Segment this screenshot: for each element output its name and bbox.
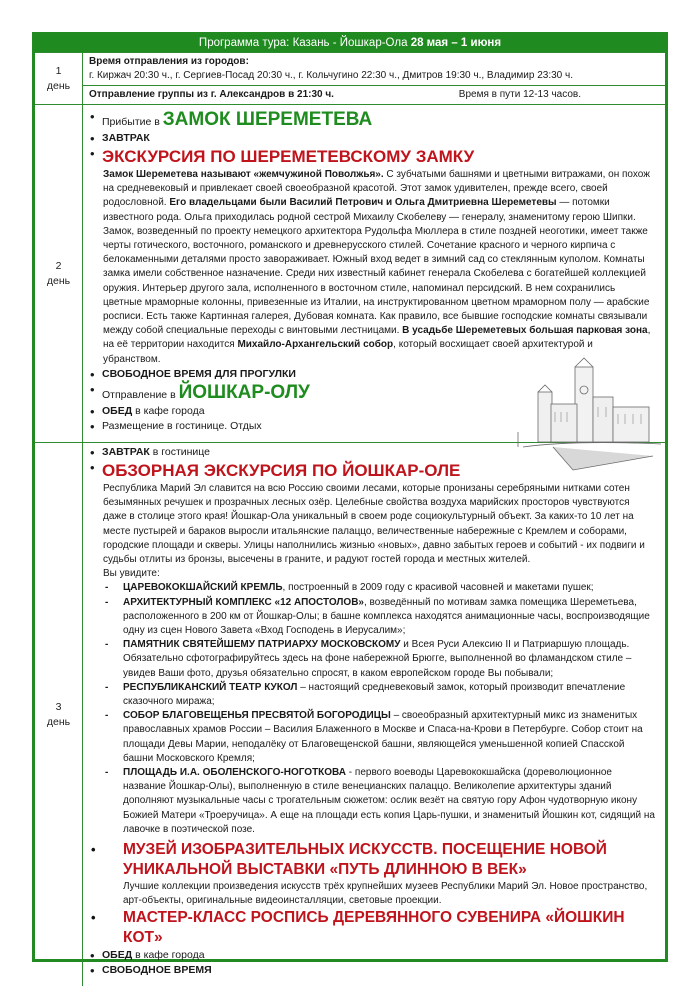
lunch-text: в кафе города	[132, 949, 205, 962]
museum-title: • МУЗЕЙ ИЗОБРАЗИТЕЛЬНЫХ ИСКУССТВ. ПОСЕЩЕНИЕ НОВОЙ УНИКАЛЬНОЙ ВЫСТАВКИ «ПУТЬ ДЛИННОЮ В ВЕК»	[83, 840, 665, 880]
departure-cities: г. Киржач 20:30 ч., г. Сергиев-Посад 20:30 ч., г. Кольчугино 22:30 ч., Дмитров 19:30 ч., Владимир 23:30 ч.	[89, 70, 573, 81]
excursion-item	[83, 460, 665, 482]
desc-text: , который восхищает своей архитектурой и убранством.	[103, 339, 593, 365]
sight-name: СОБОР БЛАГОВЕЩЕНЬЯ ПРЕСВЯТОЙ БОГОРОДИЦЫ	[123, 710, 391, 722]
masterclass-title: • МАСТЕР-КЛАСС РОСПИСЬ ДЕРЕВЯННОГО СУВЕНИРА «ЙОШКИН КОТ»	[83, 908, 665, 948]
hotel-text: Размещение в гостинице. Отдых	[102, 419, 262, 432]
departure-place: ЙОШКАР-ОЛУ	[178, 381, 310, 403]
sight-text: и Всея Руси Алексию II и Патриаршую площадь. Обязательно сфотографируйтесь здесь на фоне набережной Брюгге, выполненной во фламандском стиле – увидев Ваши фото, друзья обязательно спросят, в каком европейском городе Вы побывали;	[123, 639, 632, 679]
sight-name: АРХИТЕКТУРНЫЙ КОМПЛЕКС «12 АПОСТОЛОВ»	[123, 596, 364, 608]
desc-text: С зубчатыми башнями и цветными витражами, он похож на средневековый и привлекает своей своеобразной красотой. Этот замок удивителен, прежде всего, своей родословной.	[103, 169, 650, 209]
group-departure: Отправление группы из г. Александров в 21:30 ч.	[89, 89, 334, 100]
day-3-content	[83, 443, 665, 986]
free-time-label: СВОБОДНОЕ ВРЕМЯ	[102, 964, 212, 977]
sight-item	[83, 581, 665, 595]
arrival-item	[83, 109, 665, 131]
sight-text: , возведённый по мотивам замка помещика Шереметьева, расположенного в 200 км от Йошкар-Олы; в башне комплекса находятся анимационные часы, воспроизводящие одну из сцен Нового Завета «Вход Господень в Иерусалим»;	[123, 596, 650, 637]
departure-prefix: Отправление в	[102, 388, 179, 401]
day-number: 2	[55, 259, 62, 272]
lunch-item	[83, 948, 665, 963]
title-prefix: Программа тура: Казань - Йошкар-Ола	[198, 37, 411, 49]
day-number: 3	[55, 700, 62, 713]
sight-text: – настоящий средневековый замок, который производит впечатление сказочного миража;	[123, 681, 626, 708]
sight-name: ПЛОЩАДЬ И.А. ОБОЛЕНСКОГО-НОГОТКОВА	[123, 767, 347, 779]
lunch-label: ОБЕД	[102, 949, 133, 962]
title-dates: 28 мая – 1 июня	[410, 37, 502, 49]
free-time-label: СВОБОДНОЕ ВРЕМЯ ДЛЯ ПРОГУЛКИ	[102, 367, 296, 380]
museum-description: Лучшие коллекции произведения искусств трёх крупнейших музеев Республики Марий Эл. Новое пространство, арт-объекты, оригинальные видеоинсталляции, световые проекции.	[123, 881, 648, 907]
sight-text: , построенный в 2009 году с красивой часовней и макетами пушек;	[282, 582, 594, 594]
arrival-place: ЗАМОК ШЕРЕМЕТЕВА	[162, 109, 373, 130]
sight-text: - первого воеводы Царевококшайска (дореволюционное название Йошкар-Олы), выполненную в стиле венецианских палаццо. Великолепие архитектуры зданий дополняют музыкальные часы с трогательным сюжетом: ослик везёт на святую гору Афон чудотворную икону Божией Матери «Троеручица». А еще на площади есть копия Царь-пушки, и знаменитый Йошкин кот, сидящий на лавочке в поэтической позе.	[123, 767, 655, 835]
desc-bold: Михайло-Архангельский собор	[237, 339, 394, 351]
day-2-content	[83, 105, 665, 442]
day-1-label	[35, 53, 83, 104]
day-1-content	[83, 53, 665, 104]
city-intro: Республика Марий Эл славится на всю Россию своими лесами, которые пронизаны серебряными нитками сотен безымянных речушек и прозрачных лесных озёр. Целебные свойства воздуха марийских просторов чувствуются даже в столице этого края! Йошкар-Ола уникальный в своем роде социокультурный объект. За каких-то 10 лет на месте пустырей и бараков выросли итальянские палаццо, величественные набережные с Кремлем и соборами, городские площади и скверы. Улицы наполнились жизнью «новых», давно забытых героев и событий - их подвиги и судьбы отлиты из бронзы, высечены в граните, и радуют гостей города и местных жителей.	[103, 483, 645, 566]
group-departure-line	[83, 85, 665, 104]
breakfast-text: в гостинице	[149, 446, 211, 458]
sight-item	[83, 596, 665, 639]
sight-item	[83, 709, 665, 766]
day-number: 1	[55, 64, 62, 77]
excursion-item	[83, 146, 665, 168]
sight-name: ПАМЯТНИК СВЯТЕЙШЕМУ ПАТРИАРХУ МОСКОВСКОМУ	[123, 639, 401, 651]
tour-program-table	[32, 32, 668, 977]
breakfast-item	[83, 131, 665, 146]
desc-bold: Его владельцами были Василий Петрович и Ольга Дмитриевна Шереметевы	[169, 197, 557, 209]
day-2-label	[35, 105, 83, 442]
breakfast-item	[83, 445, 665, 460]
sight-item	[83, 681, 665, 709]
excursion-title: ЭКСКУРСИЯ ПО ШЕРЕМЕТЕВСКОМУ ЗАМКУ	[102, 147, 475, 166]
sight-name: ЦАРЕВОКОКШАЙСКИЙ КРЕМЛЬ	[123, 582, 283, 594]
free-time-item	[83, 963, 665, 978]
day-1-row	[35, 52, 665, 104]
sight-item	[83, 766, 665, 837]
day-word: день	[46, 715, 71, 728]
sight-item	[83, 638, 665, 681]
breakfast-label: ЗАВТРАК	[102, 446, 150, 458]
lunch-text: в кафе города	[132, 404, 205, 417]
day-word: день	[46, 274, 71, 287]
lunch-label: ОБЕД	[102, 404, 133, 417]
departure-label: Время отправления из городов:	[89, 56, 249, 67]
castle-description	[83, 168, 665, 367]
day-3-row	[35, 442, 665, 986]
desc-text: — потомки известного рода. Ольга приходилась родной сестрой Михаилу Скобелеву — генералу, знаменитому герою Шипки. Замок, возведенный по проекту немецкого архитектора Рудольфа Мюллера в стиле поздней неоготики, имеет также черты готического, восточного, романского и древнерусского стилей. Сочетание красного и черного кирпича с белокаменными деталями просто завораживает. Южный вход ведет в зимний сад со стеклянным куполом. Комнаты замка имели собственное назначение. Среди них известный кабинет генерала Скобелева с богатейшей коллекцией оружия. Интерьер другого зала, исполненного в восточном стиле, напоминал персидский. В нем сохранились цветные мраморные колонны, привезенные из Италии, на инструктированном цветном мраморном полу — арабские росписи. Есть также Картинная галерея, Дубовая комната. Как правило, все бывшие господские комнаты связывали между собой специальные переходы с винтовыми лестницами.	[103, 197, 650, 337]
day-2-row	[35, 104, 665, 442]
breakfast-label: ЗАВТРАК	[102, 132, 150, 144]
sight-text: – своеобразный архитектурный микс из знаменитых православных храмов России – Василия Блаженного в Москве и Спаса-на-Крови в Петербурге. Собор стоит на площади Девы Марии, неподалёку от Благовещенской башни, являющейся уменьшенной копией Спасской башни Московского Кремля;	[123, 710, 643, 764]
desc-bold: Замок Шереметева называют «жемчужиной Поволжья».	[103, 169, 384, 180]
arrival-prefix: Прибытие в	[102, 116, 163, 128]
day-word: день	[46, 79, 71, 92]
desc-bold: В усадьбе Шереметевых большая парковая зона	[402, 325, 648, 337]
day-3-label	[35, 443, 83, 986]
program-title	[35, 35, 665, 52]
travel-time: Время в пути 12-13 часов.	[458, 89, 581, 100]
excursion-title: ОБЗОРНАЯ ЭКСКУРСИЯ ПО ЙОШКАР-ОЛЕ	[102, 461, 461, 480]
departure-block	[83, 53, 665, 85]
you-will-see: Вы увидите:	[103, 568, 160, 580]
desc-text: , на её территории находится	[103, 325, 651, 351]
sight-name: РЕСПУБЛИКАНСКИЙ ТЕАТР КУКОЛ	[123, 681, 298, 693]
